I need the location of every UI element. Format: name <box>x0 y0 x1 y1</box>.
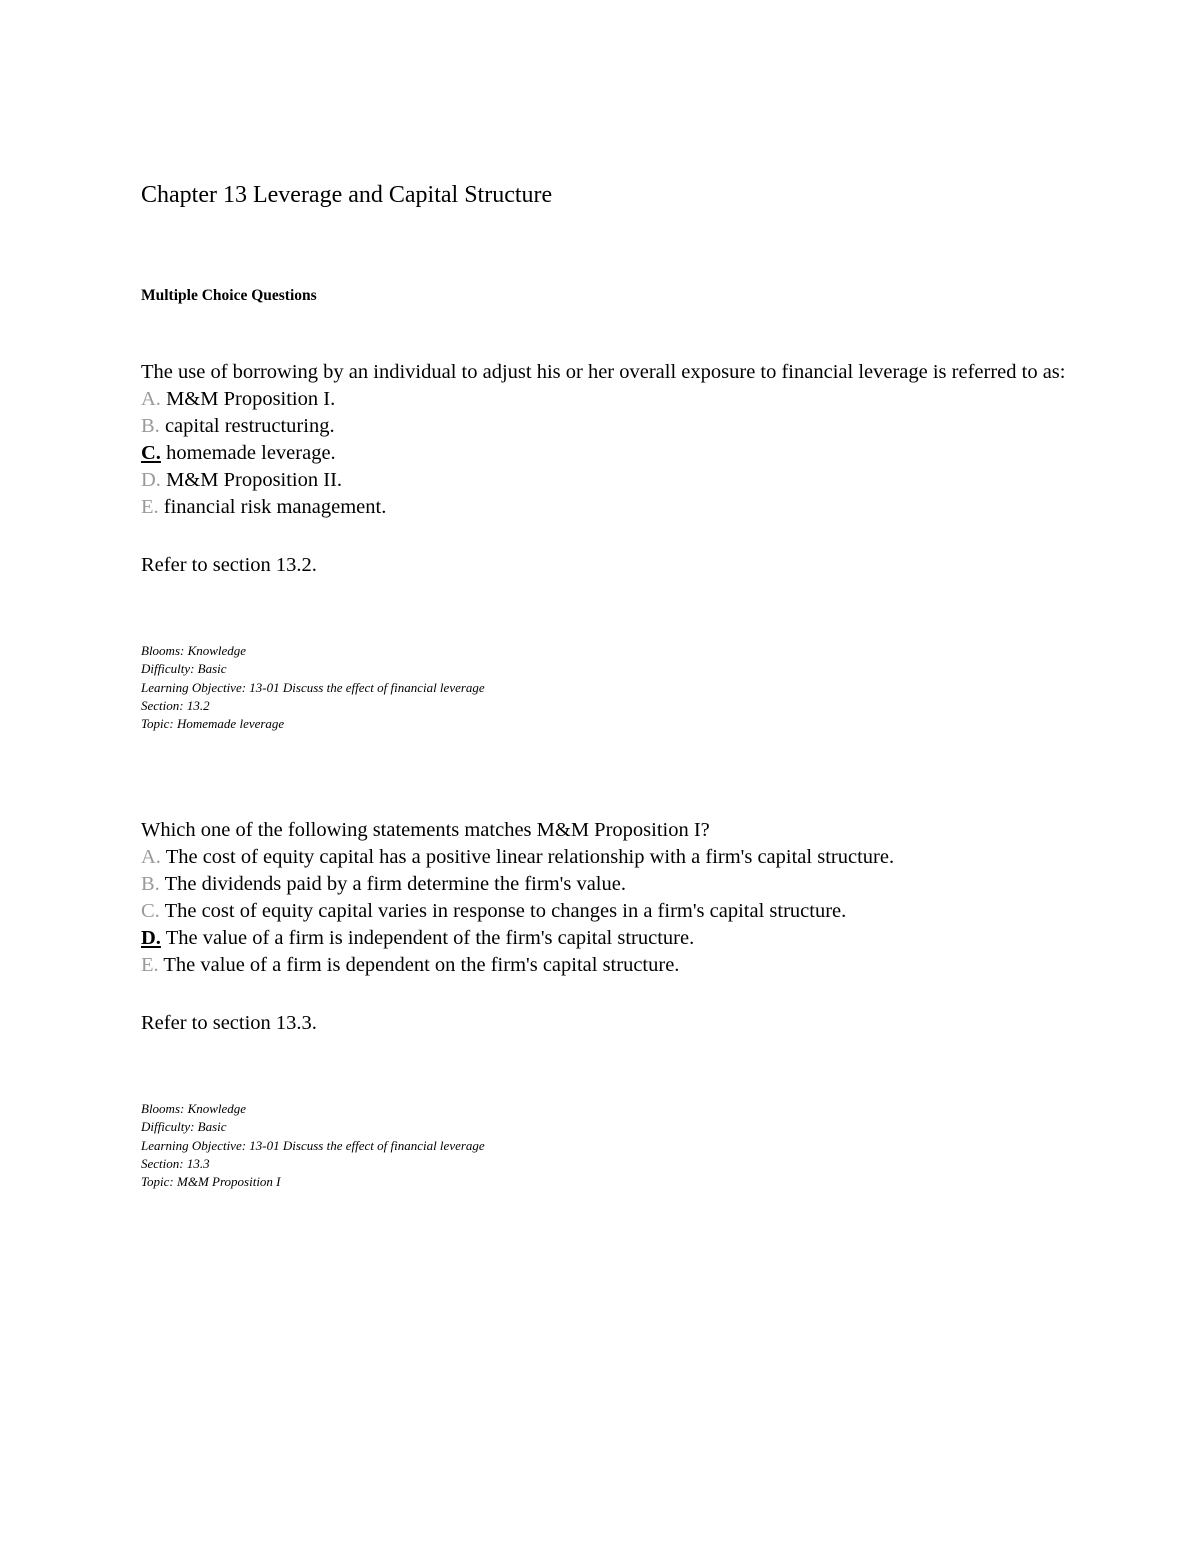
question-2 <box>141 817 1081 1191</box>
choice-letter: C. <box>141 900 160 922</box>
choice-text: capital restructuring. <box>159 415 335 437</box>
question-metadata <box>141 1100 1081 1191</box>
section-reference: Refer to section 13.3. <box>141 1012 317 1034</box>
choice-letter: E. <box>141 954 159 976</box>
chapter-title: Chapter 13 Leverage and Capital Structure <box>141 182 553 208</box>
choice-c <box>141 440 1081 467</box>
choice-text: The value of a firm is independent of the firm's capital structure. <box>160 927 695 949</box>
answer-choices <box>141 844 1081 979</box>
question-stem: The use of borrowing by an individual to adjust his or her overall exposure to financial leverage is referred to as: <box>141 361 1066 383</box>
choice-b <box>141 413 1081 440</box>
section-reference: Refer to section 13.2. <box>141 554 317 576</box>
learning-objective: Learning Objective: 13-01 Discuss the effect of financial leverage <box>141 679 485 695</box>
topic: Topic: Homemade leverage <box>141 716 285 732</box>
choice-a <box>141 844 1081 871</box>
choice-e <box>141 494 1081 521</box>
choice-text: homemade leverage. <box>160 442 336 464</box>
choice-text: The value of a firm is dependent on the firm's capital structure. <box>158 954 680 976</box>
choice-d <box>141 467 1081 494</box>
difficulty: Difficulty: Basic <box>141 661 227 677</box>
learning-objective: Learning Objective: 13-01 Discuss the effect of financial leverage <box>141 1137 485 1153</box>
choice-letter: D. <box>141 469 161 491</box>
choice-a <box>141 386 1081 413</box>
correct-choice-letter: D. <box>141 927 161 949</box>
choice-b <box>141 871 1081 898</box>
choice-text: M&M Proposition II. <box>160 469 343 491</box>
question-stem: Which one of the following statements matches M&M Proposition I? <box>141 819 710 841</box>
choice-letter: B. <box>141 415 160 437</box>
blooms-level: Blooms: Knowledge <box>141 1101 247 1116</box>
choice-text: The dividends paid by a firm determine the firm's value. <box>159 873 626 895</box>
choice-text: M&M Proposition I. <box>160 388 336 410</box>
answer-choices <box>141 386 1081 521</box>
correct-choice-letter: C. <box>141 442 161 464</box>
question-1 <box>141 359 1081 733</box>
choice-d <box>141 925 1081 952</box>
blooms-level: Blooms: Knowledge <box>141 643 247 658</box>
choice-c <box>141 898 1081 925</box>
section-number: Section: 13.3 <box>141 1155 210 1171</box>
choice-letter: E. <box>141 496 159 518</box>
section-number: Section: 13.2 <box>141 697 210 713</box>
section-heading: Multiple Choice Questions <box>141 287 317 304</box>
choice-letter: A. <box>141 846 161 868</box>
choice-text: The cost of equity capital has a positive linear relationship with a firm's capital structure. <box>160 846 895 868</box>
topic: Topic: M&M Proposition I <box>141 1174 281 1190</box>
choice-text: The cost of equity capital varies in response to changes in a firm's capital structure. <box>159 900 847 922</box>
choice-text: financial risk management. <box>158 496 387 518</box>
difficulty: Difficulty: Basic <box>141 1119 227 1135</box>
choice-letter: B. <box>141 873 160 895</box>
choice-letter: A. <box>141 388 161 410</box>
choice-e <box>141 952 1081 979</box>
question-metadata <box>141 642 1081 733</box>
